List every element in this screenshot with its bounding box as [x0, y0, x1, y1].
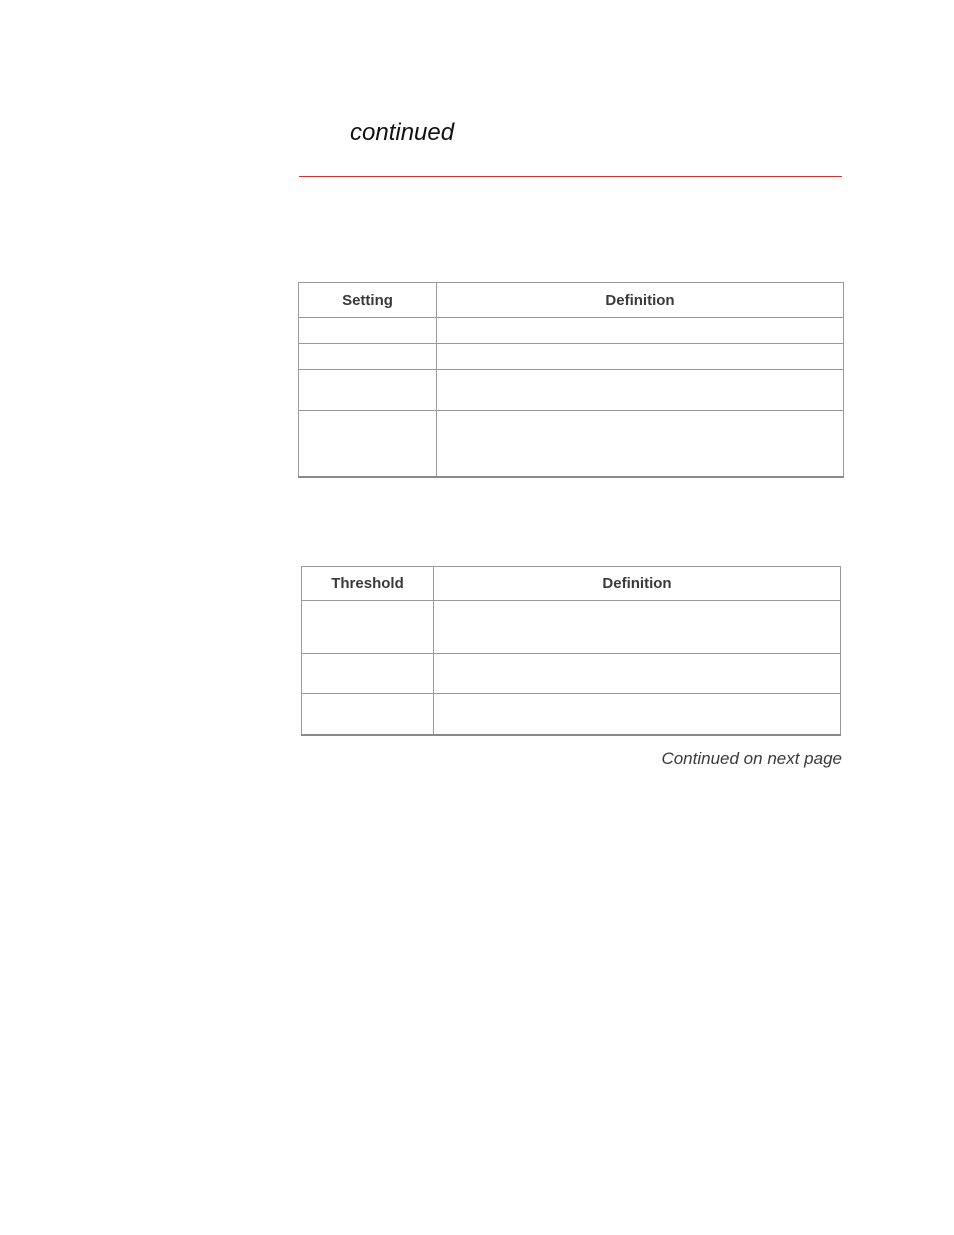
threshold-cell	[302, 694, 434, 735]
setting-cell	[299, 370, 437, 411]
table-row	[302, 601, 841, 654]
definition-cell	[437, 318, 844, 344]
thresholds-table	[301, 566, 841, 736]
definition-column-header: Definition	[437, 283, 844, 318]
definition-cell	[434, 601, 841, 654]
table-row	[299, 344, 844, 370]
setting-cell	[299, 411, 437, 477]
threshold-cell	[302, 601, 434, 654]
section-divider	[299, 176, 842, 177]
definition-cell	[434, 654, 841, 694]
table-row	[302, 654, 841, 694]
setting-column-header: Setting	[299, 283, 437, 318]
definition-cell	[437, 344, 844, 370]
table-row	[299, 411, 844, 477]
continued-heading: continued	[350, 119, 455, 146]
settings-table	[298, 282, 844, 478]
setting-cell	[299, 344, 437, 370]
definition-column-header: Definition	[434, 567, 841, 601]
table-row	[302, 694, 841, 735]
definition-cell	[437, 411, 844, 477]
table-header-row	[299, 283, 844, 318]
table-header-row	[302, 567, 841, 601]
setting-cell	[299, 318, 437, 344]
threshold-column-header: Threshold	[302, 567, 434, 601]
threshold-cell	[302, 654, 434, 694]
continued-on-next-page: Continued on next page	[661, 749, 842, 768]
table-row	[299, 370, 844, 411]
definition-cell	[437, 370, 844, 411]
table-row	[299, 318, 844, 344]
definition-cell	[434, 694, 841, 735]
